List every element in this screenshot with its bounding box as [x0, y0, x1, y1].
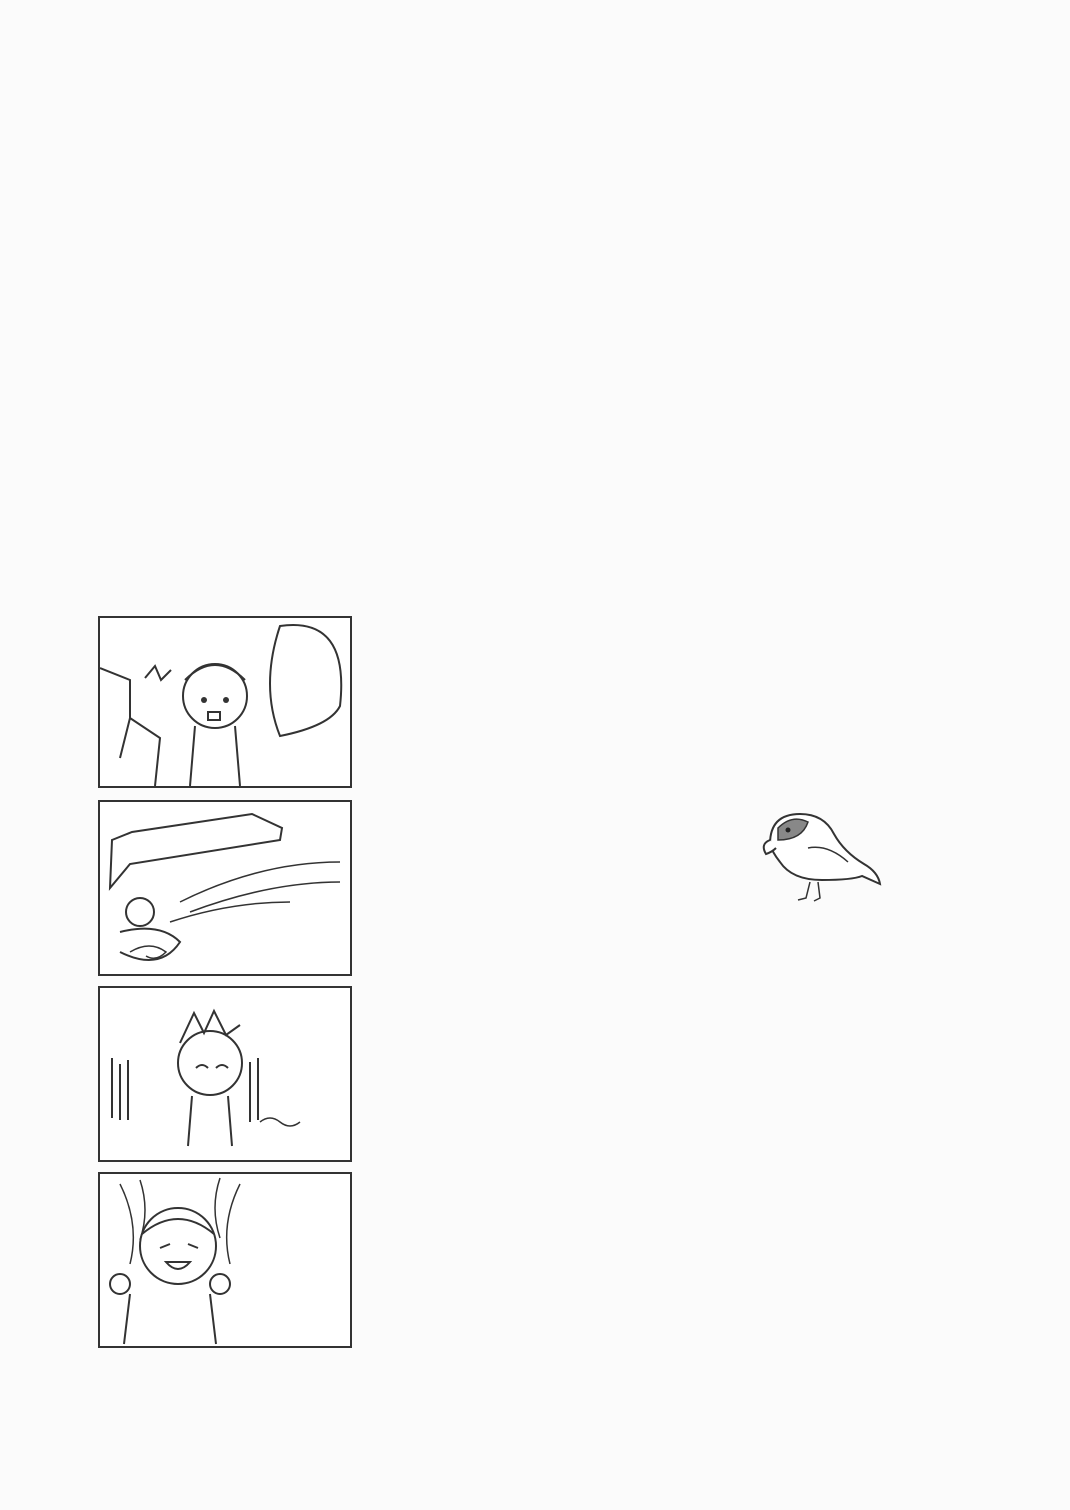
top-dot-border [20, 22, 1070, 48]
comic-panel-2 [98, 800, 352, 976]
panel-2-drawing [100, 802, 350, 974]
page-number-dot [22, 1465, 49, 1492]
comic-panel-1 [98, 616, 352, 788]
page-footer-dots [22, 1465, 242, 1495]
panel-4-speech [290, 1180, 348, 1340]
panel-1-drawing [100, 618, 350, 786]
comic-panel-4 [98, 1172, 352, 1348]
lovebird-illustration [758, 808, 882, 904]
comic-panel-3 [98, 986, 352, 1162]
panel-3-speech [290, 996, 342, 1156]
page-number [22, 1465, 49, 1492]
